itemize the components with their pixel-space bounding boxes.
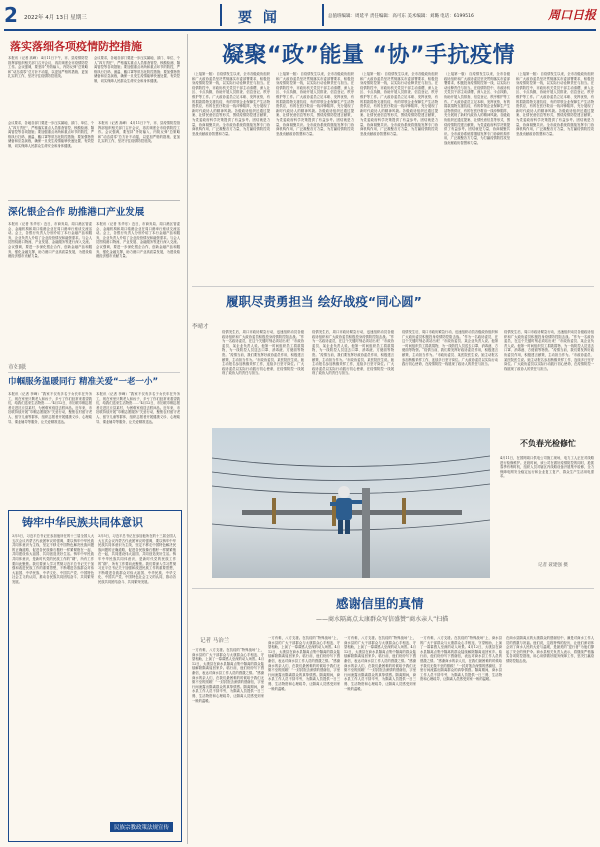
right-a4-headline: 感谢信里的真情 bbox=[336, 596, 424, 611]
left-a3-headline: 巾帼服务温暖同行 精准关爱“一老一小” bbox=[8, 377, 159, 387]
right-a1-col1: （上接第一版） 自疫情发生以来，全市各级政协组织和广大政协委员坚决贯彻落实市委部署要求，积极投身疫情防控第一线，以实际行动诠释责任与担当。在疫情防控中，市政协机关党员干部主动请缨，深入社区、卡点执勤，协助开展人员排查、信息登记、秩序维护等工作。广大政协委员立足本职、发挥优势，有的捐款捐物支援抗疫，有的带领企业保障生产生活物资供应，有的在医疗救治一线冲锋陷阵，充分展现了新时代政协人的精神风貌。各级政协组织还通过提案、社情民意信息等形式，围绕疫情防控建言献策，为党委政府科学决策提供了有益参考。团结就是力量，协商凝聚共识。全市政协系统将继续发挥专门协商机构作用，广泛凝聚各方力量，为打赢疫情防控攻坚战贡献政协智慧和力量。 bbox=[192, 72, 270, 136]
right-a2-col4: 疫情发生后，周口市政协紧急行动，迅速组织动员各级政协组织和广大政协委员积极投身疫情防控阻击战。“作为一名政协委员，在这个关键时刻必须站出来！”市政协委员、某企业负责人说。他第一时间组织员工捐款捐物，为一线防控人员送去口罩、消毒液、方便面等物资。“疫情当前，我们要发挥好政协委员作用，积极建言献策，主动担当作为。”市政协委员、某医院医生说。她主动报名参加核酸采样工作，连续多日坚守岗位。广大政协委员以实际行动践行初心使命，在疫情防控一线展现了政协人的责任与担当。 bbox=[504, 330, 594, 371]
date-line: 2022年 4月 13日 星期三 bbox=[24, 15, 87, 21]
left-a4-body: 3月5日，习近平总书记在参加他所在的十三届全国人大五次会议内蒙古代表团审议时强调，要以铸牢中华民族共同体意识为主线，坚定不移走中国特色解决民族问题的正确道路，促进各民族像石榴籽一样紧紧抱在一起，共同建设伟大祖国、共同创造美好生活。铸牢中华民族共同体意识，是新时代党的民族工作的“纲”，所有工作要向此聚焦。我们要深入学习贯彻习近平总书记关于加强和改进民族工作的重要思想，不断增进各族群众对伟大祖国、中华民族、中华文化、中国共产党、中国特色社会主义的认同，推动各民族共同团结奋斗、共同繁荣发展。 bbox=[12, 534, 94, 584]
right-a4-col2: 一方有难，八方支援。在抗疫的“特殊战场”上，商水县的广大干部群众与太康群众心手相连、守望相助，上演了一幕幕感人至深的动人场景。4月12日，太康县在商水县隔离点集中隔离的群众陆续解除隔离返回家乡。临行前，他们纷纷写下感谢信，表达对商水县工作人员的感激之情。“感谢商水的亲人们，在我们最困难的时候给予我们无微不至的照顾！”一封封饱含深情的感谢信，字里行间流露出隔离群众的真挚情感。隔离期间，商水县工作人员不辞辛劳，为隔离人员提供一日三餐、生活物资和心理疏导，让隔离人员感受到家一般的温暖。 bbox=[268, 636, 340, 691]
lineman-photo bbox=[212, 428, 490, 578]
left-a1-headline: 落实落细各项疫情防控措施 bbox=[10, 40, 142, 53]
right-a4-col3: 一方有难，八方支援。在抗疫的“特殊战场”上，商水县的广大干部群众与太康群众心手相连、守望相助，上演了一幕幕感人至深的动人场景。4月12日，太康县在商水县隔离点集中隔离的群众陆续解除隔离返回家乡。临行前，他们纷纷写下感谢信，表达对商水县工作人员的感激之情。“感谢商水的亲人们，在我们最困难的时候给予我们无微不至的照顾！”一封封饱含深情的感谢信，字里行间流露出隔离群众的真挚情感。隔离期间，商水县工作人员不辞辛劳，为隔离人员提供一日三餐、生活物资和心理疏导，让隔离人员感受到家一般的温暖。 bbox=[344, 636, 416, 691]
right-a2-col2: 疫情发生后，周口市政协紧急行动，迅速组织动员各级政协组织和广大政协委员积极投身疫情防控阻击战。“作为一名政协委员，在这个关键时刻必须站出来！”市政协委员、某企业负责人说。他第一时间组织员工捐款捐物，为一线防控人员送去口罩、消毒液、方便面等物资。“疫情当前，我们要发挥好政协委员作用，积极建言献策，主动担当作为。”市政协委员、某医院医生说。她主动报名参加核酸采样工作，连续多日坚守岗位。广大政协委员以实际行动践行初心使命，在疫情防控一线展现了政协人的责任与担当。 bbox=[312, 330, 394, 376]
left-a4-source: 民族宗教政策法规宣传 bbox=[110, 822, 173, 832]
left-a1-lead: 本报讯（记者 高峰） 4月11日下午，市、县疫情防控指挥部组织相关部门召开会议，再次调度全市疫情防控工作。会议强调，要坚持“外防输入、内防反弹”总策略和“动态清零”总方针不动摇，以更加严格的措施、更加扎实的工作，坚决守住疫情防控底线。 bbox=[8, 56, 88, 79]
left-a4-body-b: 3月5日，习近平总书记在参加他所在的十三届全国人大五次会议内蒙古代表团审议时强调，要以铸牢中华民族共同体意识为主线，坚定不移走中国特色解决民族问题的正确道路，促进各民族像石榴籽一样紧紧抱在一起，共同建设伟大祖国、共同创造美好生活。铸牢中华民族共同体意识，是新时代党的民族工作的“纲”，所有工作要向此聚焦。我们要深入学习贯彻习近平总书记关于加强和改进民族工作的重要思想，不断增进各族群众对伟大祖国、中华民族、中华文化、中国共产党、中国特色社会主义的认同，推动各民族共同团结奋斗、共同繁荣发展。 bbox=[98, 534, 176, 584]
editor-line: 总值班编辑：周延平 责任编辑：高可东 美术编辑：刘璐 电话：6199516 bbox=[328, 14, 474, 19]
right-a3-headline: 不负春光检修忙 bbox=[520, 439, 576, 448]
right-a1-col2: （上接第一版） 自疫情发生以来，全市各级政协组织和广大政协委员坚决贯彻落实市委部署要求，积极投身疫情防控第一线，以实际行动诠释责任与担当。在疫情防控中，市政协机关党员干部主动请缨，深入社区、卡点执勤，协助开展人员排查、信息登记、秩序维护等工作。广大政协委员立足本职、发挥优势，有的捐款捐物支援抗疫，有的带领企业保障生产生活物资供应，有的在医疗救治一线冲锋陷阵，充分展现了新时代政协人的精神风貌。各级政协组织还通过提案、社情民意信息等形式，围绕疫情防控建言献策，为党委政府科学决策提供了有益参考。团结就是力量，协商凝聚共识。全市政协系统将继续发挥专门协商机构作用，广泛凝聚各方力量，为打赢疫情防控攻坚战贡献政协智慧和力量。 bbox=[276, 72, 354, 136]
left-a2-body: 本报讯（记者 朱华东）近日，市商务局、周口港区管委会、金融机构和周口临港企业在周口港举行座谈交流活动。会上，各银行负责人分别介绍了本行金融产品和服务，企业负责人介绍了企业经营情况和融资需求。与会人员围绕港口物流、产业发展、金融服务等进行深入交流。会议强调，要进一步深化银企合作，创新金融产品和服务，强化金融支撑，助力港口产业高质量发展，为建设临港经济强市贡献力量。 bbox=[8, 222, 92, 259]
right-a2-headline: 履职尽责勇担当 绘好战疫“同心圆” bbox=[226, 294, 422, 309]
right-a1-col4: （上接第一版） 自疫情发生以来，全市各级政协组织和广大政协委员坚决贯彻落实市委部署要求，积极投身疫情防控第一线，以实际行动诠释责任与担当。在疫情防控中，市政协机关党员干部主动请缨，深入社区、卡点执勤，协助开展人员排查、信息登记、秩序维护等工作。广大政协委员立足本职、发挥优势，有的捐款捐物支援抗疫，有的带领企业保障生产生活物资供应，有的在医疗救治一线冲锋陷阵，充分展现了新时代政协人的精神风貌。各级政协组织还通过提案、社情民意信息等形式，围绕疫情防控建言献策，为党委政府科学决策提供了有益参考。团结就是力量，协商凝聚共识。全市政协系统将继续发挥专门协商机构作用，广泛凝聚各方力量，为打赢疫情防控攻坚战贡献政协智慧和力量。 bbox=[444, 72, 510, 145]
right-a3-credit: 记者 聂建强 摄 bbox=[538, 563, 568, 568]
left-a2-rule bbox=[8, 200, 180, 201]
left-a3-body: 本报讯（记者 李峰）“我家不仅有多名子女长年在外务工，现在家里只剩老人和孩子，多亏了你们经常来看望我们，给我们送来生活物资……”4月12日，市妇联巾帼志愿者走进沈丘县某村，为困难家庭送去慰问品。近年来，市妇联持续开展“巾帼志愿服务”关爱行动，聚焦农村留守老人、留守儿童等群体，组织志愿者开展健康义诊、心理疏导、课业辅导等服务，让关爱精准送达。 bbox=[8, 392, 92, 424]
masthead-logo: 周口日报 bbox=[548, 8, 597, 22]
right-a4-col4: 一方有难，八方支援。在抗疫的“特殊战场”上，商水县的广大干部群众与太康群众心手相连、守望相助，上演了一幕幕感人至深的动人场景。4月12日，太康县在商水县隔离点集中隔离的群众陆续解除隔离返回家乡。临行前，他们纷纷写下感谢信，表达对商水县工作人员的感激之情。“感谢商水的亲人们，在我们最困难的时候给予我们无微不至的照顾！”一封封饱含深情的感谢信，字里行间流露出隔离群众的真挚情感。隔离期间，商水县工作人员不辞辛劳，为隔离人员提供一日三餐、生活物资和心理疏导，让隔离人员感受到家一般的温暖。 bbox=[420, 636, 502, 682]
left-a1-body-cont: 会议要求，各地各部门要进一步压实属地、部门、单位、个人“四方责任”，严格落实重点人员排查管控、核酸检测、隔离管控等各项措施；要加强重点场所和重点环节的防控，严格执行扫码、测温、戴口罩等常态化防控措施；要加强物资储备和应急演练，确保一旦发生疫情能够快速处置、有效控制，切实保障人民群众生命安全和身体健康。 bbox=[8, 121, 94, 148]
right-a4-author: 记者 马治兰 bbox=[200, 638, 230, 644]
header-rule bbox=[4, 29, 596, 31]
right-a1-headline: 凝聚“政”能量 “协”手抗疫情 bbox=[222, 43, 515, 68]
right-a4-rule bbox=[192, 588, 594, 589]
left-a4-headline: 铸牢中华民族共同体意识 bbox=[22, 516, 143, 529]
left-a1-body: 会议要求，各地各部门要进一步压实属地、部门、单位、个人“四方责任”，严格落实重点人员排查管控、核酸检测、隔离管控等各项措施；要加强重点场所和重点环节的防控，严格执行扫码、测温、戴口罩等常态化防控措施；要加强物资储备和应急演练，确保一旦发生疫情能够快速处置、有效控制，切实保障人民群众生命安全和身体健康。 bbox=[94, 56, 180, 83]
section-title: 要 闻 bbox=[238, 10, 280, 26]
left-a2-body-b: 本报讯（记者 朱华东）近日，市商务局、周口港区管委会、金融机构和周口临港企业在周口港举行座谈交流活动。会上，各银行负责人分别介绍了本行金融产品和服务，企业负责人介绍了企业经营情况和融资需求。与会人员围绕港口物流、产业发展、金融服务等进行深入交流。会议强调，要进一步深化银企合作，创新金融产品和服务，强化金融支撑，助力港口产业高质量发展，为建设临港经济强市贡献力量。 bbox=[96, 222, 180, 259]
page-header bbox=[0, 0, 600, 32]
left-a1-lead-cont: 本报讯（记者 高峰） 4月11日下午，市、县疫情防控指挥部组织相关部门召开会议，再次调度全市疫情防控工作。会议强调，要坚持“外防输入、内防反弹”总策略和“动态清零”总方针不动摇，以更加严格的措施、更加扎实的工作，坚决守住疫情防控底线。 bbox=[98, 121, 180, 144]
left-a3-body-b: 本报讯（记者 李峰）“我家不仅有多名子女长年在外务工，现在家里只剩老人和孩子，多亏了你们经常来看望我们，给我们送来生活物资……”4月12日，市妇联巾帼志愿者走进沈丘县某村，为困难家庭送去慰问品。近年来，市妇联持续开展“巾帼志愿服务”关爱行动，聚焦农村留守老人、留守儿童等群体，组织志愿者开展健康义诊、心理疏导、课业辅导等服务，让关爱精准送达。 bbox=[96, 392, 180, 424]
page-number: 2 bbox=[4, 3, 18, 27]
right-a1-col3: （上接第一版） 自疫情发生以来，全市各级政协组织和广大政协委员坚决贯彻落实市委部署要求，积极投身疫情防控第一线，以实际行动诠释责任与担当。在疫情防控中，市政协机关党员干部主动请缨，深入社区、卡点执勤，协助开展人员排查、信息登记、秩序维护等工作。广大政协委员立足本职、发挥优势，有的捐款捐物支援抗疫，有的带领企业保障生产生活物资供应，有的在医疗救治一线冲锋陷阵，充分展现了新时代政协人的精神风貌。各级政协组织还通过提案、社情民意信息等形式，围绕疫情防控建言献策，为党委政府科学决策提供了有益参考。团结就是力量，协商凝聚共识。全市政协系统将继续发挥专门协商机构作用，广泛凝聚各方力量，为打赢疫情防控攻坚战贡献政协智慧和力量。 bbox=[360, 72, 438, 136]
right-a2-author: 李晴才 bbox=[192, 324, 209, 330]
right-a4-col1: 一方有难，八方支援。在抗疫的“特殊战场”上，商水县的广大干部群众与太康群众心手相连、守望相助，上演了一幕幕感人至深的动人场景。4月12日，太康县在商水县隔离点集中隔离的群众陆续解除隔离返回家乡。临行前，他们纷纷写下感谢信，表达对商水县工作人员的感激之情。“感谢商水的亲人们，在我们最困难的时候给予我们无微不至的照顾！”一封封饱含深情的感谢信，字里行间流露出隔离群众的真挚情感。隔离期间，商水县工作人员不辞辛劳，为隔离人员提供一日三餐、生活物资和心理疏导，让隔离人员感受到家一般的温暖。 bbox=[192, 648, 264, 703]
left-a2-headline: 深化银企合作 助推港口产业发展 bbox=[8, 207, 145, 218]
right-a3-body: 4月11日，在国网周口供电公司施工现场，电力工人正在对线路进行检修维护。近段时间，该公司在做好疫情防控的同时，抢抓春季有利时机，组织人员对辖区内线路设备开展集中检修，全力保障电网安全稳定运行和企业复工复产、群众生产生活用电需求。 bbox=[500, 456, 594, 479]
column-divider bbox=[187, 34, 188, 844]
right-a2-rule bbox=[192, 286, 594, 287]
right-a4-subhead: ——商水隔离点太康群众写信盛赞“商水亲人”扫描 bbox=[316, 616, 449, 623]
right-a2-col1: 疫情发生后，周口市政协紧急行动，迅速组织动员各级政协组织和广大政协委员积极投身疫情防控阻击战。“作为一名政协委员，在这个关键时刻必须站出来！”市政协委员、某企业负责人说。他第一时间组织员工捐款捐物，为一线防控人员送去口罩、消毒液、方便面等物资。“疫情当前，我们要发挥好政协委员作用，积极建言献策，主动担当作为。”市政协委员、某医院医生说。她主动报名参加核酸采样工作，连续多日坚守岗位。广大政协委员以实际行动践行初心使命，在疫情防控一线展现了政协人的责任与担当。 bbox=[222, 330, 304, 376]
right-a4-col5: 在商水县隔离点的太康群众的感谢信中，满是对商水工作人员的感激与祝福。他们说，这段特殊的经历，让他们深切体会到了商水人民的大爱与温暖，是最美的“逆行者”为他们撑起了安全的保护伞。商水县相关负责人表示，将继续严格落实各项防控措施，用心用情做好服务保障工作，坚决打赢疫情防控阻击战。 bbox=[506, 636, 594, 663]
left-a3-kicker: 市妇联 bbox=[8, 364, 27, 371]
left-a3-rule bbox=[8, 372, 180, 373]
right-a2-col3: 疫情发生后，周口市政协紧急行动，迅速组织动员各级政协组织和广大政协委员积极投身疫情防控阻击战。“作为一名政协委员，在这个关键时刻必须站出来！”市政协委员、某企业负责人说。他第一时间组织员工捐款捐物，为一线防控人员送去口罩、消毒液、方便面等物资。“疫情当前，我们要发挥好政协委员作用，积极建言献策，主动担当作为。”市政协委员、某医院医生说。她主动报名参加核酸采样工作，连续多日坚守岗位。广大政协委员以实际行动践行初心使命，在疫情防控一线展现了政协人的责任与担当。 bbox=[402, 330, 498, 367]
right-a1-col5: （上接第一版） 自疫情发生以来，全市各级政协组织和广大政协委员坚决贯彻落实市委部署要求，积极投身疫情防控第一线，以实际行动诠释责任与担当。在疫情防控中，市政协机关党员干部主动请缨，深入社区、卡点执勤，协助开展人员排查、信息登记、秩序维护等工作。广大政协委员立足本职、发挥优势，有的捐款捐物支援抗疫，有的带领企业保障生产生活物资供应，有的在医疗救治一线冲锋陷阵，充分展现了新时代政协人的精神风貌。各级政协组织还通过提案、社情民意信息等形式，围绕疫情防控建言献策，为党委政府科学决策提供了有益参考。团结就是力量，协商凝聚共识。全市政协系统将继续发挥专门协商机构作用，广泛凝聚各方力量，为打赢疫情防控攻坚战贡献政协智慧和力量。 bbox=[516, 72, 594, 136]
pole bbox=[362, 488, 370, 578]
